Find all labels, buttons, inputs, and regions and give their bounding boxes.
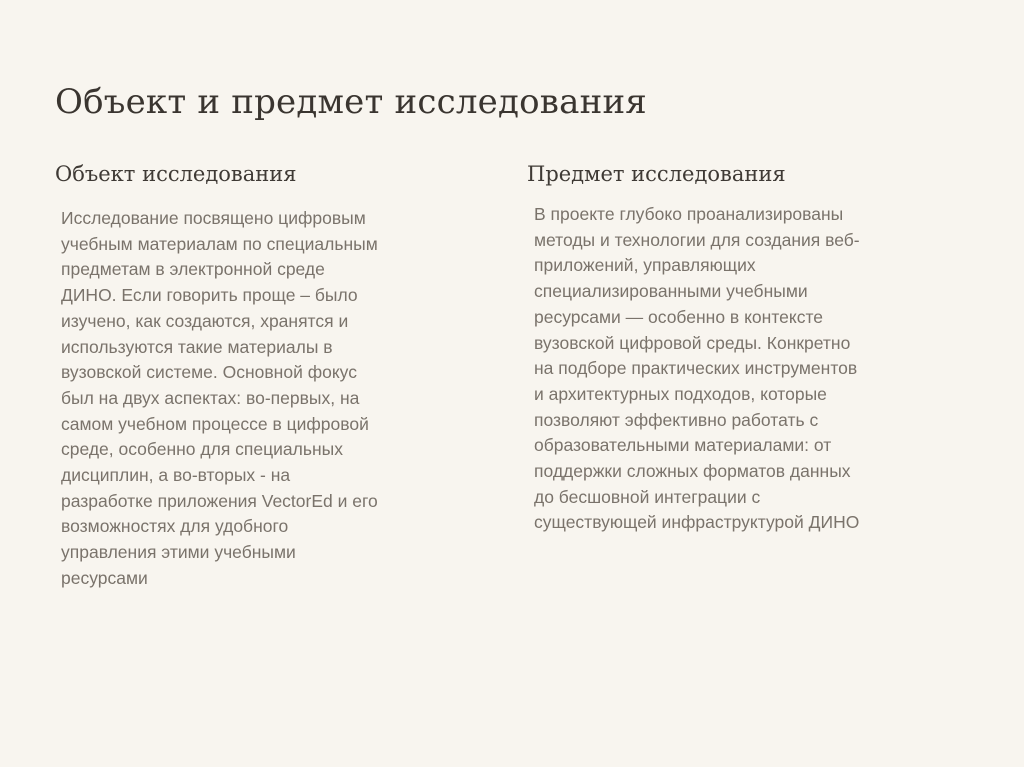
object-text-line: дисциплин, а во-вторых - на: [61, 465, 291, 486]
subject-text-line: приложений, управляющих: [534, 255, 756, 276]
object-text-line: используются такие материалы в: [61, 336, 333, 357]
subject-text-line: методы и технологии для создания веб-: [534, 229, 860, 250]
subject-text-line: и архитектурных подходов, которые: [534, 383, 827, 404]
object-text-line: ресурсами: [61, 567, 148, 588]
subject-text-line: позволяют эффективно работать с: [534, 409, 819, 430]
object-text-line: был на двух аспектах: во-первых, на: [61, 387, 360, 408]
subject-text-line: на подборе практических инструментов: [534, 358, 858, 379]
subject-text-line: существующей инфраструктурой ДИНО: [534, 512, 860, 533]
object-text-line: вузовской системе. Основной фокус: [61, 362, 357, 383]
subject-text-line: образовательными материалами: от: [534, 435, 832, 456]
subject-text: [534, 202, 914, 536]
object-text: [61, 206, 441, 592]
object-text-line: самом учебном процессе в цифровой: [61, 413, 369, 434]
object-text-line: учебным материалам по специальным: [61, 233, 378, 254]
object-text-line: управления этими учебными: [61, 542, 296, 563]
object-text-line: Исследование посвящено цифровым: [61, 208, 366, 228]
subject-heading: Предмет исследования: [527, 162, 786, 186]
slide-title: Объект и предмет исследования: [55, 82, 647, 122]
object-text-line: изучено, как создаются, хранятся и: [61, 310, 349, 331]
object-heading: Объект исследования: [55, 162, 297, 186]
object-text-line: предметам в электронной среде: [61, 259, 325, 280]
subject-text-line: поддержки сложных форматов данных: [534, 461, 851, 482]
subject-text-line: вузовской цифровой среды. Конкретно: [534, 332, 851, 353]
object-text-line: возможностях для удобного: [61, 516, 289, 537]
subject-text-line: специализированными учебными: [534, 281, 808, 302]
subject-text-line: ресурсами — особенно в контексте: [534, 306, 824, 327]
object-text-line: ДИНО. Если говорить проще – было: [61, 285, 358, 306]
subject-text-line: В проекте глубоко проанализированы: [534, 204, 844, 224]
subject-text-line: до бесшовной интеграции с: [534, 486, 761, 507]
object-text-line: среде, особенно для специальных: [61, 439, 343, 460]
object-text-line: разработке приложения VectorEd и его: [61, 490, 378, 511]
